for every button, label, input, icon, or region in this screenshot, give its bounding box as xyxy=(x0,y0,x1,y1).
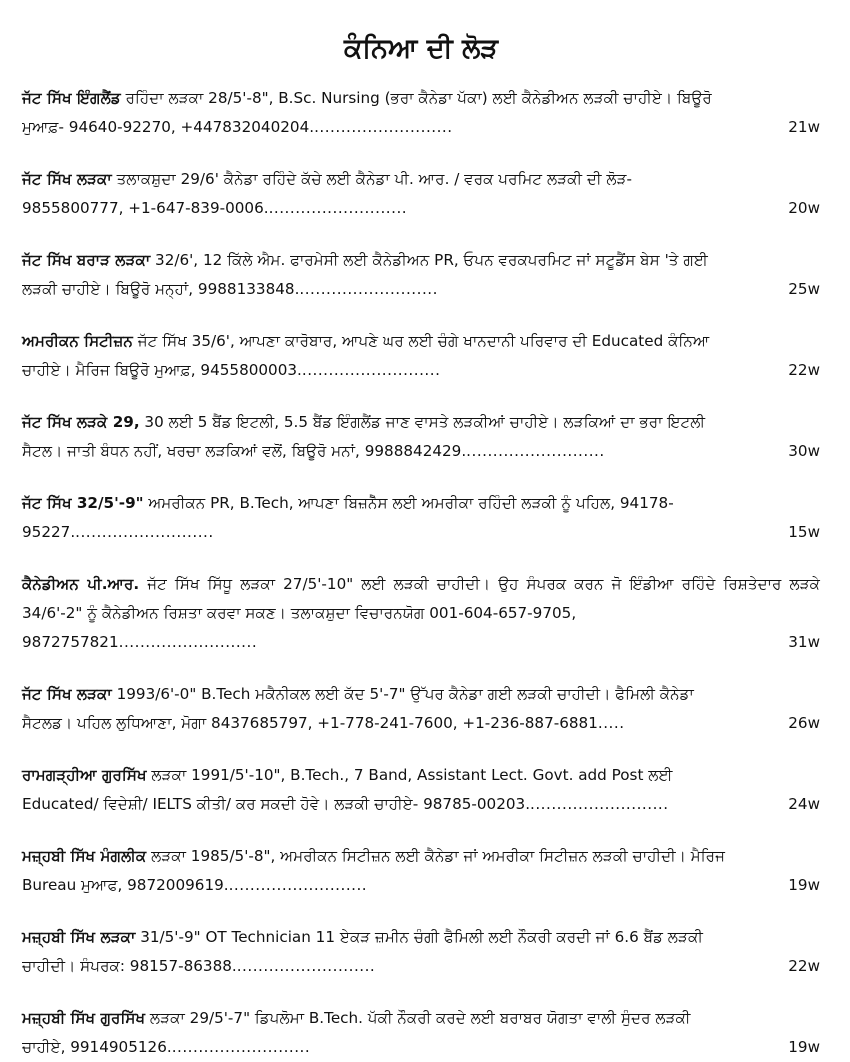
ad-tail xyxy=(22,356,820,385)
ad-contact: ਚਾਹੀਏ, 9914905126. xyxy=(22,1038,172,1056)
ad-contact: ਲੜਕੀ ਚਾਹੀਏ। ਬਿਊਰੋ ਮਨ੍ਹਾਂ, 9988133848. xyxy=(22,280,300,298)
ad-tail xyxy=(22,275,820,304)
ad-text: ਅਮਰੀਕਨ PR, B.Tech, ਆਪਣਾ ਬਿਜ਼ਨੈੱਸ ਲਈ ਅਮਰੀਕਾ ਰਹਿੰਦੀ ਲੜਕੀ ਨੂੰ ਪਹਿਲ, 94178- xyxy=(143,494,674,512)
ad-contact: Bureau ਮੁਆਫ, 9872009619. xyxy=(22,876,229,894)
ad-item xyxy=(22,327,820,385)
ad-text: ਜੱਟ ਸਿੱਖ 35/6', ਆਪਣਾ ਕਾਰੋਬਾਰ, ਆਪਣੇ ਘਰ ਲਈ ਚੰਗੇ ਖਾਨਦਾਨੀ ਪਰਿਵਾਰ ਦੀ Educated ਕੰਨਿਆ xyxy=(132,332,710,350)
ad-leader-dots: .......................... xyxy=(118,633,258,651)
ad-lead: ਜੱਟ ਸਿੱਖ 32/5'-9" xyxy=(22,494,144,512)
ad-contact: ਮੁਆਫ਼- 94640-92270, +447832040204. xyxy=(22,118,315,136)
ad-leader-dots: .......................... xyxy=(299,280,438,298)
ad-code: 20w xyxy=(788,199,820,217)
ad-text: ਤਲਾਕਸ਼ੁਦਾ 29/6' ਕੈਨੇਡਾ ਰਹਿੰਦੇ ਕੱਚੇ ਲਈ ਕੈਨੇਡਾ ਪੀ. ਆਰ. / ਵਰਕ ਪਰਮਿਟ ਲੜਕੀ ਦੀ ਲੋੜ- xyxy=(111,170,633,188)
ad-lead: ਮਜ਼੍ਹਬੀ ਸਿੱਖ ਲੜਕਾ xyxy=(22,928,136,946)
ad-code: 26w xyxy=(788,714,820,732)
ad-tail xyxy=(22,628,820,657)
ad-tail xyxy=(22,437,820,466)
ad-leader-dots: .......................... xyxy=(236,957,376,975)
ad-item xyxy=(22,84,820,142)
ad-code: 15w xyxy=(788,523,820,541)
ad-lead: ਜੱਟ ਸਿੱਖ ਲੜਕਾ xyxy=(22,685,112,703)
ads-list xyxy=(22,84,820,1062)
ad-contact: 95227. xyxy=(22,523,76,541)
ad-item xyxy=(22,680,820,738)
ad-text: ਜੱਟ ਸਿੱਖ ਸਿੱਧੂ ਲੜਕਾ 27/5'-10" ਲਈ ਲੜਕੀ ਚਾਹੀਦੀ। ਉਹ ਸੰਪਰਕ ਕਰਨ ਜੋ ਇੰਡੀਆ ਰਹਿੰਦੇ ਰਿਸ਼ਤੇਦਾਰ ਲੜਕੇ 34/6'-2" ਨੂੰ ਕੈਨੇਡੀਅਨ ਰਿਸ਼ਤਾ ਕਰਵਾ ਸਕਣ। ਤਲਾਕਸ਼ੁਦਾ ਵਿਚਾਰਨਯੋਗ 001-604-657-9705, xyxy=(22,575,820,622)
ad-leader-dots: .......................... xyxy=(314,118,453,136)
ad-tail xyxy=(22,952,820,981)
ad-lead: ਜੱਟ ਸਿੱਖ ਲੜਕੇ 29, xyxy=(22,413,140,431)
ad-leader-dots: .......................... xyxy=(171,1038,311,1056)
ad-leader-dots: ..... xyxy=(597,714,625,732)
ad-tail xyxy=(22,790,820,819)
ad-leader-dots: .......................... xyxy=(268,199,408,217)
ad-contact: ਸੈਟਲ। ਜਾਤੀ ਬੰਧਨ ਨਹੀਂ, ਖਰਚਾ ਲੜਕਿਆਂ ਵਲੋਂ, ਬਿਊਰੋ ਮਨਾਂ, 9988842429. xyxy=(22,442,467,460)
ad-code: 19w xyxy=(788,876,820,894)
ad-contact: 9872757821 xyxy=(22,633,119,651)
ad-text: 30 ਲਈ 5 ਬੈਂਡ ਇਟਲੀ, 5.5 ਬੈਂਡ ਇੰਗਲੈਂਡ ਜਾਣ ਵਾਸਤੇ ਲੜਕੀਆਂ ਚਾਹੀਏ। ਲੜਕਿਆਂ ਦਾ ਭਰਾ ਇਟਲੀ xyxy=(139,413,706,431)
ad-lead: ਕੈਨੇਡੀਅਨ ਪੀ.ਆਰ. xyxy=(22,575,140,593)
ad-code: 22w xyxy=(788,957,820,975)
ad-text: ਲੜਕਾ 1985/5'-8", ਅਮਰੀਕਨ ਸਿਟੀਜ਼ਨ ਲਈ ਕੈਨੇਡਾ ਜਾਂ ਅਮਰੀਕਾ ਸਿਟੀਜ਼ਨ ਲੜਕੀ ਚਾਹੀਦੀ। ਮੈਰਿਜ xyxy=(146,847,725,865)
ad-contact: ਚਾਹੀਏ। ਮੈਰਿਜ ਬਿਊਰੋ ਮੁਆਫ਼, 9455800003. xyxy=(22,361,302,379)
ad-contact: Educated/ ਵਿਦੇਸ਼ੀ/ IELTS ਕੀਤੀ/ ਕਰ ਸਕਦੀ ਹੋਵੇ। ਲੜਕੀ ਚਾਹੀਏ- 98785-00203. xyxy=(22,795,531,813)
ad-item xyxy=(22,570,820,657)
ad-lead: ਜੱਟ ਸਿੱਖ ਇੰਗਲੈਂਡ xyxy=(22,89,121,107)
ad-text: ਰਹਿੰਦਾ ਲੜਕਾ 28/5'-8", B.Sc. Nursing (ਭਰਾ ਕੈਨੇਡਾ ਪੱਕਾ) ਲਈ ਕੈਨੇਡੀਅਨ ਲੜਕੀ ਚਾਹੀਏ। ਬਿਊਰੋ xyxy=(120,89,712,107)
ad-contact: 9855800777, +1-647-839-0006. xyxy=(22,199,269,217)
ad-tail xyxy=(22,1033,820,1062)
ad-tail xyxy=(22,194,820,223)
ad-item xyxy=(22,408,820,466)
ad-text: 32/6', 12 ਕਿੱਲੇ ਐਮ. ਫਾਰਮੇਸੀ ਲਈ ਕੈਨੇਡੀਅਨ PR, ਓਪਨ ਵਰਕਪਰਮਿਟ ਜਾਂ ਸਟੂਡੈਂਸ ਬੇਸ 'ਤੇ ਗਈ xyxy=(150,251,708,269)
ad-lead: ਜੱਟ ਸਿੱਖ ਬਰਾੜ ਲੜਕਾ xyxy=(22,251,151,269)
ad-code: 21w xyxy=(788,118,820,136)
ad-contact: ਚਾਹੀਦੀ। ਸੰਪਰਕ: 98157-86388. xyxy=(22,957,237,975)
ad-leader-dots: .......................... xyxy=(75,523,214,541)
page-title: ਕੰਨਿਆ ਦੀ ਲੋੜ xyxy=(343,33,499,64)
ad-contact: ਸੈਟਲਡ। ਪਹਿਲ ਲੁਧਿਆਣਾ, ਮੋਗਾ 8437685797, +1-778-241-7600, +1-236-887-6881 xyxy=(22,714,598,732)
ad-leader-dots: .......................... xyxy=(530,795,669,813)
ad-text: ਲੜਕਾ 29/5'-7" ਡਿਪਲੋਮਾ B.Tech. ਪੱਕੀ ਨੌਕਰੀ ਕਰਦੇ ਲਈ ਬਰਾਬਰ ਯੋਗਤਾ ਵਾਲੀ ਸੁੰਦਰ ਲੜਕੀ xyxy=(145,1009,691,1027)
ad-text: 1993/6'-0" B.Tech ਮਕੈਨੀਕਲ ਲਈ ਕੱਦ 5'-7" ਉੱਪਰ ਕੈਨੇਡਾ ਗਈ ਲੜਕੀ ਚਾਹੀਦੀ। ਫੈਮਿਲੀ ਕੈਨੇਡਾ xyxy=(111,685,694,703)
ad-tail xyxy=(22,709,820,738)
ad-code: 19w xyxy=(788,1038,820,1056)
ad-text: 31/5'-9" OT Technician 11 ਏਕੜ ਜ਼ਮੀਨ ਚੰਗੀ ਫੈਮਿਲੀ ਲਈ ਨੌਕਰੀ ਕਰਦੀ ਜਾਂ 6.6 ਬੈਂਡ ਲੜਕੀ xyxy=(135,928,703,946)
ad-lead: ਮਜ਼੍ਹਬੀ ਸਿੱਖ ਗੁਰਸਿੱਖ xyxy=(22,1009,146,1027)
ad-tail xyxy=(22,113,820,142)
ad-item xyxy=(22,842,820,900)
ad-lead: ਰਾਮਗੜ੍ਹੀਆ ਗੁਰਸਿੱਖ xyxy=(22,766,147,784)
ad-text: ਲੜਕਾ 1991/5'-10", B.Tech., 7 Band, Assistant Lect. Govt. add Post ਲਈ xyxy=(146,766,673,784)
ad-code: 31w xyxy=(788,633,820,651)
ad-leader-dots: .......................... xyxy=(466,442,605,460)
ad-item xyxy=(22,246,820,304)
ad-tail xyxy=(22,518,820,547)
ad-lead: ਅਮਰੀਕਨ ਸਿਟੀਜ਼ਨ xyxy=(22,332,133,350)
ad-item xyxy=(22,761,820,819)
ad-item xyxy=(22,923,820,981)
ad-code: 22w xyxy=(788,361,820,379)
ad-leader-dots: .......................... xyxy=(301,361,441,379)
ad-item xyxy=(22,165,820,223)
ad-item xyxy=(22,489,820,547)
ad-code: 25w xyxy=(788,280,820,298)
ad-leader-dots: .......................... xyxy=(228,876,368,894)
ad-lead: ਜੱਟ ਸਿੱਖ ਲੜਕਾ xyxy=(22,170,112,188)
ad-item xyxy=(22,1004,820,1062)
ad-tail xyxy=(22,871,820,900)
ad-code: 30w xyxy=(788,442,820,460)
ad-lead: ਮਜ਼੍ਹਬੀ ਸਿੱਖ ਮੰਗਲੀਕ xyxy=(22,847,147,865)
ad-code: 24w xyxy=(788,795,820,813)
